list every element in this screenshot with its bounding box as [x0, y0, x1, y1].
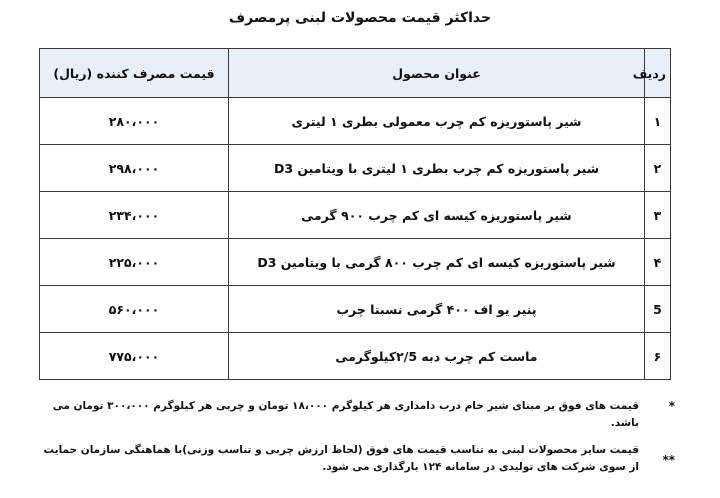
product-name: شیر پاستوریزه کم چرب معمولی بطری ۱ لیتری	[229, 98, 645, 145]
product-name: پنیر یو اف ۴۰۰ گرمی نسبتا چرب	[229, 286, 645, 333]
product-price: ۲۳۴،۰۰۰	[40, 192, 229, 239]
product-name: شیر پاستوریزه کیسه ای کم چرب ۸۰۰ گرمی با ویتامین D3	[229, 239, 645, 286]
asterisk-marker: *	[668, 399, 675, 413]
footnotes	[39, 398, 679, 486]
row-number: ۳	[645, 192, 671, 239]
footnote	[39, 398, 679, 432]
product-price: ۲۸۰،۰۰۰	[40, 98, 229, 145]
product-price: ۲۲۵،۰۰۰	[40, 239, 229, 286]
product-name: ماست کم چرب دبه ۲/5کیلوگرمی	[229, 333, 645, 380]
table-header-row	[40, 49, 671, 98]
page-title: حداکثر قیمت محصولات لبنی پرمصرف	[228, 10, 492, 26]
products-price-table	[39, 48, 671, 380]
product-price: ۷۷۵،۰۰۰	[40, 333, 229, 380]
header-row-number: ردیف	[645, 49, 671, 98]
header-consumer-price: قیمت مصرف کننده (ریال)	[40, 49, 229, 98]
product-price: ۵۶۰،۰۰۰	[40, 286, 229, 333]
row-number: ۶	[645, 333, 671, 380]
product-price: ۲۹۸،۰۰۰	[40, 145, 229, 192]
product-name: شیر پاستوریزه کم چرب بطری ۱ لیتری با ویتامین D3	[229, 145, 645, 192]
table-row	[40, 239, 671, 286]
row-number: ۱	[645, 98, 671, 145]
footnote-text: قیمت های فوق بر مبنای شیر خام درب دامداری هر کیلوگرم ۱۸،۰۰۰ تومان و چربی هر کیلوگرم ۳۰۰،۰۰۰ تومان می باشد.	[52, 400, 639, 429]
table-row	[40, 192, 671, 239]
row-number: ۲	[645, 145, 671, 192]
double-asterisk-marker: **	[662, 453, 675, 467]
row-number: 5	[645, 286, 671, 333]
row-number: ۴	[645, 239, 671, 286]
footnote	[39, 442, 679, 476]
product-name: شیر پاستوریزه کیسه ای کم چرب ۹۰۰ گرمی	[229, 192, 645, 239]
header-product-title: عنوان محصول	[229, 49, 645, 98]
footnote-text: قیمت سایر محصولات لبنی به تناسب قیمت های فوق (لحاظ ارزش چربی و تناسب وزنی)با هماهنگی سازمان حمایت از سوی شرکت های تولیدی در سامانه ۱۲۴ بارگذاری می شود.	[43, 444, 639, 473]
table-row	[40, 145, 671, 192]
table-row	[40, 333, 671, 380]
table-row	[40, 286, 671, 333]
table-row	[40, 98, 671, 145]
